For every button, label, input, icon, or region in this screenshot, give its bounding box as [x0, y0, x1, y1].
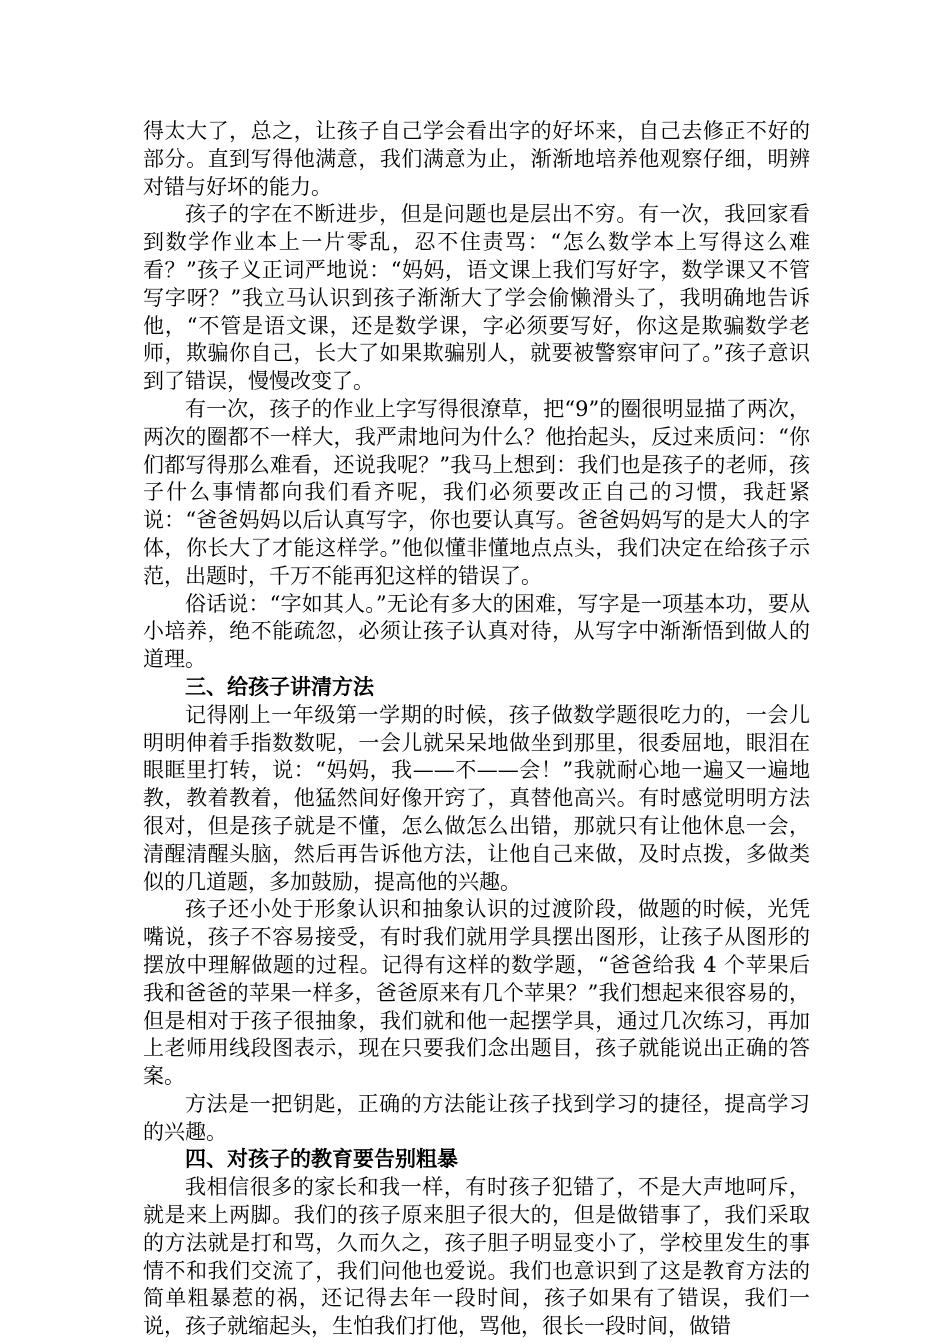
paragraph-no-violence: 我相信很多的家长和我一样，有时孩子犯错了，不是大声地呵斥，就是来上两脚。我们的孩子原来胆子很大的，但是做错事了，我们采取的方法就是打和骂，久而久之，孩子胆子明显变小了，学校里发生的事情不和我们交流了，我们问他也爱说。我们也意识到了这是教育方法的简单粗暴惹的祸，还记得去年一段时间，孩子如果有了错误，我们一说，孩子就缩起头，生怕我们打他，骂他，很长一段时间，做错: [143, 1175, 810, 1339]
paragraph-sloppy-nine: 有一次，孩子的作业上字写得很潦草，把“9”的圈很明显描了两次，两次的圈都不一样大，我严肃地问为什么？他抬起头，反过来质问：“你们都写得那么难看，还说我呢？”我马上想到：我们也是孩子的老师，孩子什么事情都向我们看齐呢，我们必须要改正自己的习惯，我赶紧说：“爸爸妈妈以后认真写字，你也要认真写。爸爸妈妈写的是大人的字体，你长大了才能这样学。”他似懂非懂地点点头，我们决定在给孩子示范，出题时，千万不能再犯这样的错误了。: [143, 396, 810, 588]
section-heading-3: 三、给孩子讲清方法: [185, 674, 374, 699]
paragraph-visual-learning: 孩子还小处于形象认识和抽象认识的过渡阶段，做题的时候，光凭嘴说，孩子不容易接受，有时我们就用学具摆出图形，让孩子从图形的摆放中理解做题的过程。记得有这样的数学题，“爸爸给我 4 个苹果后我和爸爸的苹果一样多，爸爸原来有几个苹果？”我们想起来很容易的，但是相对于孩子很抽象，我们就和他一起摆学具，通过几次练习，再加上老师用线段图表示，现在只要我们念出题目，孩子就能说出正确的答案。: [143, 897, 810, 1089]
section-heading-4: 四、对孩子的教育要告别粗暴: [185, 1147, 458, 1172]
document-page: [143, 118, 810, 1341]
paragraph-method-key: 方法是一把钥匙，正确的方法能让孩子找到学习的捷径，提高学习的兴趣。: [143, 1091, 810, 1144]
paragraph-math-homework: 孩子的字在不断进步，但是问题也是层出不穷。有一次，我回家看到数学作业本上一片零乱，忍不住责骂：“怎么数学本上写得这么难看？”孩子义正词严地说：“妈妈，语文课上我们写好字，数学课又不管写字呀？”我立马认识到孩子渐渐大了学会偷懒滑头了，我明确地告诉他，“不管是语文课，还是数学课，字必须要写好，你这是欺骗数学老师，欺骗你自己，长大了如果欺骗别人，就要被警察审问了。”孩子意识到了错误，慢慢改变了。: [143, 202, 810, 394]
paragraph-first-grade: 记得刚上一年级第一学期的时候，孩子做数学题很吃力的，一会儿明明伸着手指数数呢，一会儿就呆呆地做坐到那里，很委屈地，眼泪在眼眶里打转，说：“妈妈，我——不——会！”我就耐心地一遍又一遍地教，教着教着，他猛然间好像开窍了，真替他高兴。有时感觉明明方法很对，但是孩子就是不懂，怎么做怎么出错，那就只有让他休息一会，清醒清醒头脑，然后再告诉他方法，让他自己来做，及时点拨，多做类似的几道题，多加鼓励，提高他的兴趣。: [143, 702, 810, 894]
paragraph-proverb: 俗话说：“字如其人。”无论有多大的困难，写字是一项基本功，要从小培养，绝不能疏忽，必须让孩子认真对待，从写字中渐渐悟到做人的道理。: [143, 591, 810, 672]
paragraph-continued: 得太大了，总之，让孩子自己学会看出字的好坏来，自己去修正不好的部分。直到写得他满意，我们满意为止，渐渐地培养他观察仔细，明辨对错与好坏的能力。: [143, 119, 810, 199]
